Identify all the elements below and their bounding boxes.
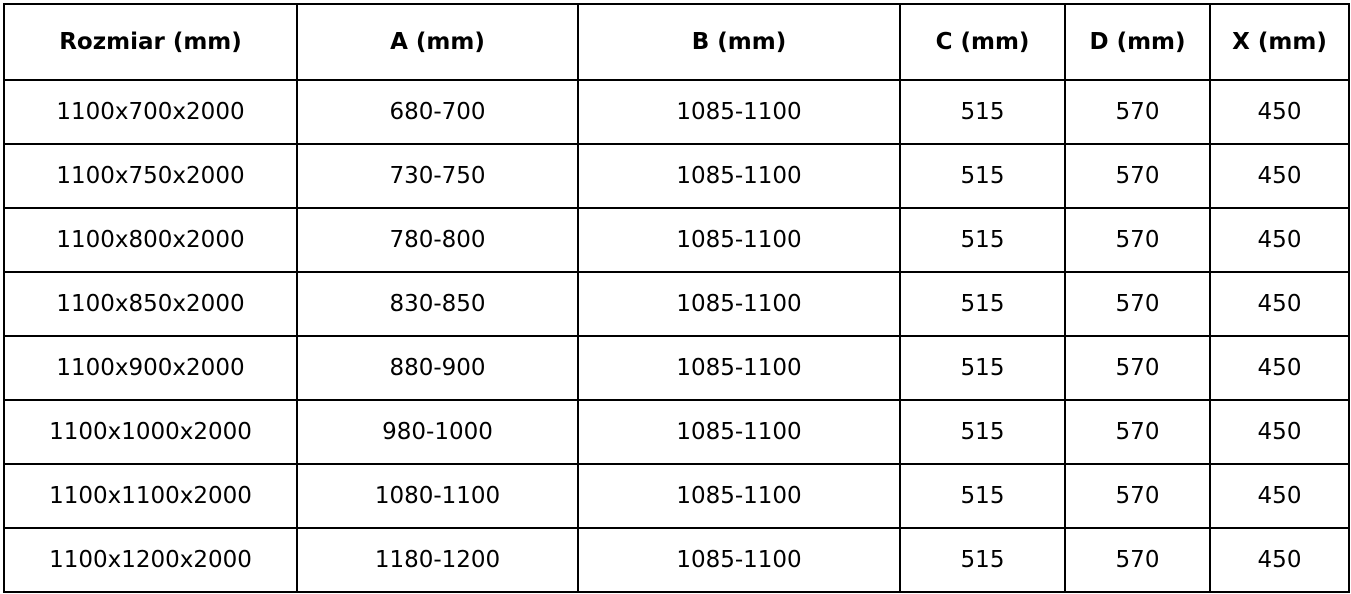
cell-d: 570 [1065,80,1210,144]
table-row [4,80,1349,144]
cell-x: 450 [1210,400,1349,464]
cell-a: 780-800 [297,208,578,272]
cell-a: 680-700 [297,80,578,144]
cell-b: 1085-1100 [578,464,900,528]
cell-d: 570 [1065,144,1210,208]
table-row [4,336,1349,400]
cell-rozmiar: 1100x900x2000 [4,336,297,400]
cell-x: 450 [1210,144,1349,208]
cell-x: 450 [1210,80,1349,144]
cell-c: 515 [900,144,1065,208]
cell-d: 570 [1065,208,1210,272]
cell-rozmiar: 1100x850x2000 [4,272,297,336]
column-header-b: B (mm) [578,4,900,80]
cell-x: 450 [1210,464,1349,528]
cell-b: 1085-1100 [578,208,900,272]
cell-c: 515 [900,464,1065,528]
cell-rozmiar: 1100x750x2000 [4,144,297,208]
cell-b: 1085-1100 [578,400,900,464]
cell-c: 515 [900,272,1065,336]
table-row [4,144,1349,208]
cell-a: 880-900 [297,336,578,400]
column-header-rozmiar: Rozmiar (mm) [4,4,297,80]
cell-c: 515 [900,80,1065,144]
cell-rozmiar: 1100x800x2000 [4,208,297,272]
table-row [4,528,1349,592]
cell-d: 570 [1065,400,1210,464]
spec-table-container [0,3,1351,594]
column-header-a: A (mm) [297,4,578,80]
cell-a: 980-1000 [297,400,578,464]
cell-b: 1085-1100 [578,272,900,336]
cell-c: 515 [900,400,1065,464]
cell-b: 1085-1100 [578,528,900,592]
cell-b: 1085-1100 [578,144,900,208]
dimensions-table [3,3,1350,593]
cell-c: 515 [900,336,1065,400]
cell-c: 515 [900,528,1065,592]
cell-rozmiar: 1100x1000x2000 [4,400,297,464]
cell-a: 830-850 [297,272,578,336]
table-header [4,4,1349,80]
cell-a: 1180-1200 [297,528,578,592]
table-row [4,400,1349,464]
table-row [4,272,1349,336]
column-header-x: X (mm) [1210,4,1349,80]
table-header-row [4,4,1349,80]
table-row [4,464,1349,528]
column-header-d: D (mm) [1065,4,1210,80]
column-header-c: C (mm) [900,4,1065,80]
cell-x: 450 [1210,272,1349,336]
cell-d: 570 [1065,464,1210,528]
table-row [4,208,1349,272]
cell-b: 1085-1100 [578,80,900,144]
cell-a: 1080-1100 [297,464,578,528]
cell-rozmiar: 1100x700x2000 [4,80,297,144]
cell-d: 570 [1065,272,1210,336]
cell-a: 730-750 [297,144,578,208]
cell-d: 570 [1065,336,1210,400]
cell-d: 570 [1065,528,1210,592]
cell-rozmiar: 1100x1100x2000 [4,464,297,528]
cell-x: 450 [1210,208,1349,272]
cell-c: 515 [900,208,1065,272]
cell-rozmiar: 1100x1200x2000 [4,528,297,592]
table-body [4,80,1349,592]
cell-b: 1085-1100 [578,336,900,400]
cell-x: 450 [1210,528,1349,592]
cell-x: 450 [1210,336,1349,400]
